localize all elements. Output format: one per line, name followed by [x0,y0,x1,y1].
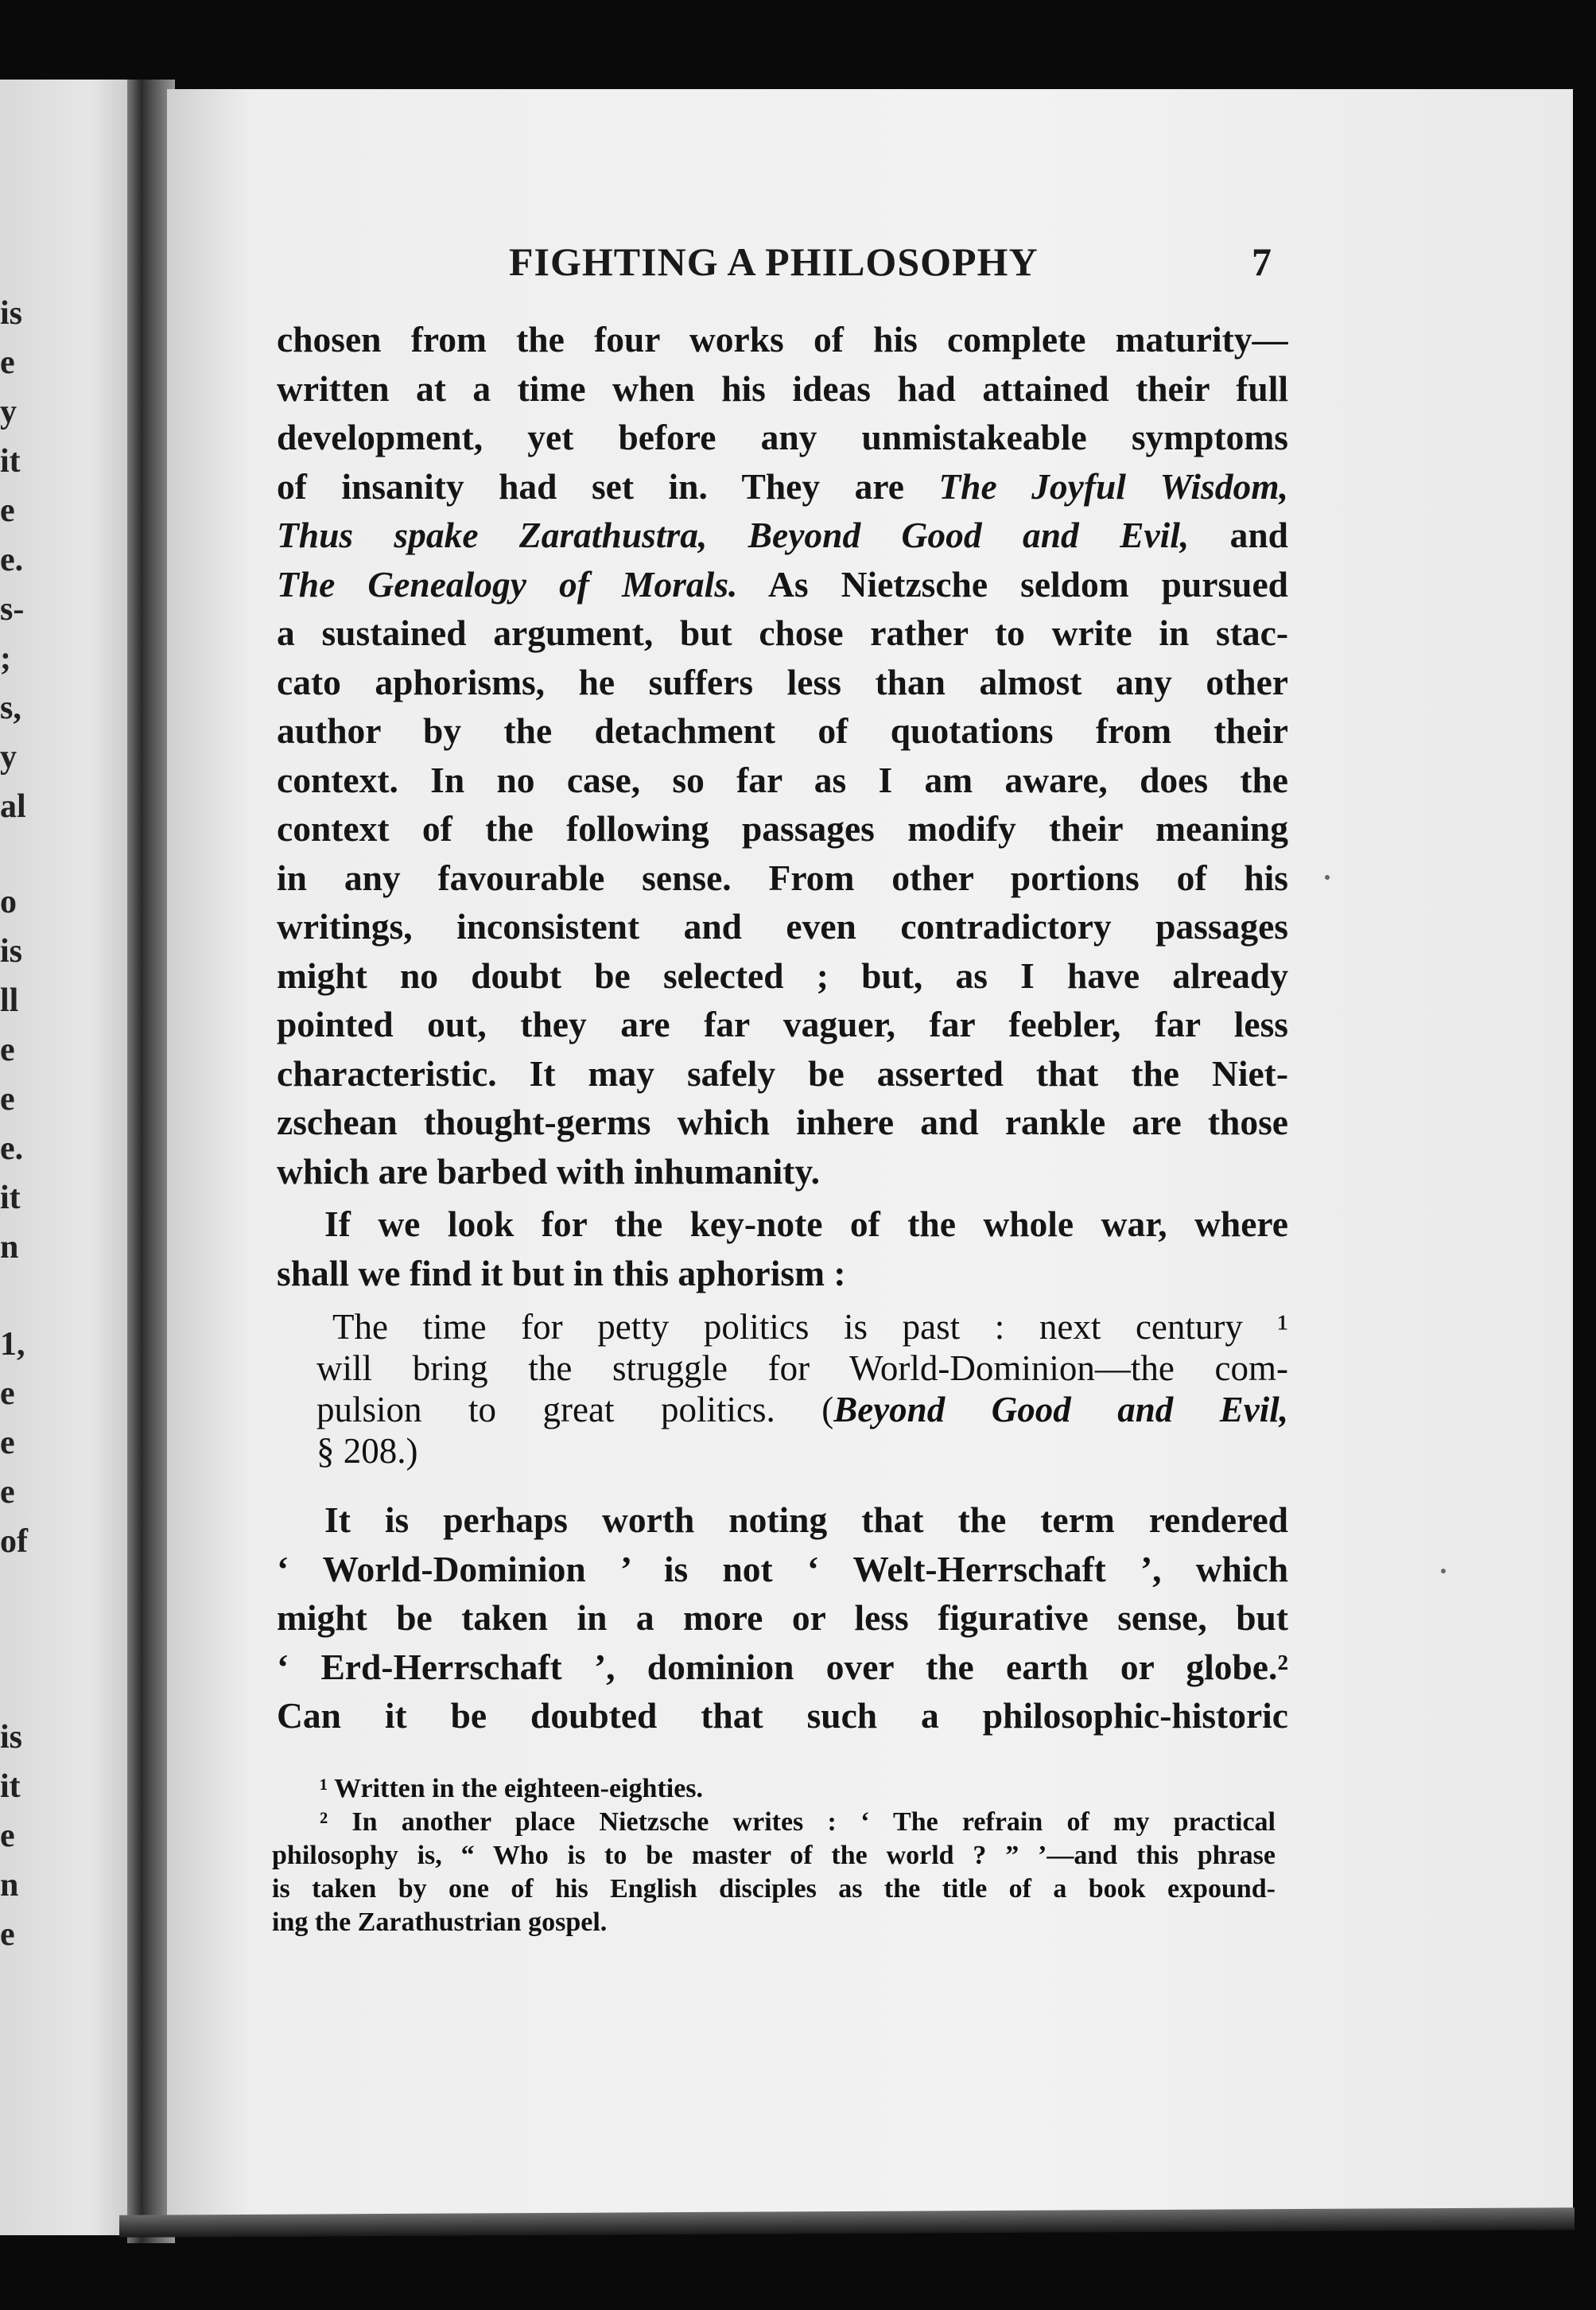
page-number: 7 [1252,239,1272,284]
paragraph-2 [277,1200,1288,1297]
text-line: writings, inconsistent and even contradictory passages [277,906,1288,947]
text-line [277,462,1288,511]
text-line: might be taken in a more or less figurative sense, but [277,1597,1288,1638]
text-line: zschean thought-germs which inhere and rankle are those [277,1102,1288,1142]
text-run: and [1189,515,1288,555]
prev-page-fragment: ; [0,640,11,677]
prev-page-fragment: e [0,1916,15,1953]
text-run: As Nietzsche seldom pursued [737,563,1288,605]
prev-page-fragment: e [0,492,15,529]
prev-page-fragment: it [0,443,21,480]
text-line: a sustained argument, but chose rather to write in stac- [277,612,1288,653]
prev-page-fragment: s- [0,591,25,628]
text-line: cato aphorisms, he suffers less than almost any other [277,661,1288,702]
text-line: pointed out, they are far vaguer, far feebler, far less [277,1004,1288,1044]
text-run: of insanity had set in. They are [277,465,939,507]
prev-page-fragment: it [0,1180,21,1216]
page-header [509,239,1272,286]
prev-page-fragment: e [0,1375,15,1412]
quote-line: will bring the struggle for World-Dominion—the com- [316,1348,1288,1388]
italic-title: Thus spake Zarathustra, [277,515,708,555]
text-line: If we look for the key-note of the whole war, where [324,1204,1288,1244]
prev-page-fragment: e [0,1032,15,1068]
prev-page-fragment: e [0,1081,15,1118]
quote-line: § 208.) [316,1431,418,1471]
footnote-line: philosophy is, “ Who is to be master of the world ? ” ’—and this phrase [272,1841,1276,1870]
text-line: ‘ World-Dominion ’ is not ‘ Welt-Herrschaft ’, which [277,1548,1288,1589]
prev-page-fragment: e. [0,542,24,578]
quote-line [316,1389,1288,1430]
footnote-line: ¹ Written in the eighteen-eighties. [320,1774,704,1803]
text-line: context of the following passages modify their meaning [277,808,1288,849]
prev-page-fragment: o [0,884,17,920]
prev-page-fragment: is [0,933,23,970]
prev-page-fragment: e [0,1474,15,1511]
text-line: written at a time when his ideas had attained their full [277,368,1288,409]
prev-page-fragment: al [0,788,26,825]
italic-title: Beyond Good and Evil, [748,515,1190,555]
text-line [277,511,1288,560]
text-run: pulsion to great politics. ( [316,1390,834,1429]
text-line: might no doubt be selected ; but, as I have already [277,955,1288,996]
prev-page-fragment: it [0,1768,21,1805]
quote-line: The time for petty politics is past : next century ¹ [332,1307,1288,1347]
prev-page-fragment: n [0,1229,19,1266]
prev-page-fragment: e [0,344,15,381]
text-line: characteristic. It may safely be asserted that the Niet- [277,1052,1288,1094]
text-line: It is perhaps worth noting that the term rendered [324,1499,1288,1540]
prev-page-fragment: ll [0,982,19,1019]
text-line: development, yet before any unmistakeable symptoms [277,417,1288,457]
prev-page-fragment: s, [0,690,21,726]
text-line [277,560,1288,609]
scan-speck [1325,875,1330,880]
paragraph-3 [277,1495,1288,1740]
prev-page-fragment: is [0,1719,23,1756]
prev-page-fragment: is [0,295,23,332]
prev-page-fragment: y [0,739,17,776]
prev-page-fragment: of [0,1523,28,1560]
text-line: author by the detachment of quotations from their [277,710,1288,751]
italic-title: The Joyful Wisdom, [938,465,1288,507]
text-line: context. In no case, so far as I am aware, does the [277,759,1288,800]
scan-speck [1441,1569,1446,1573]
prev-page-fragment: e [0,1425,15,1461]
prev-page-fragment: e. [0,1130,24,1167]
text-line: shall we find it but in this aphorism : [277,1252,846,1293]
block-quote [316,1306,1288,1472]
text-line: Can it be doubted that such a philosophic-historic [277,1695,1288,1736]
text-line: ‘ Erd-Herrschaft ’, dominion over the earth or globe.² [277,1646,1288,1687]
footnotes [272,1772,1276,1939]
paragraph-1 [277,315,1288,1196]
prev-page-fragment: e [0,1818,15,1854]
text-line: which are barbed with inhumanity. [277,1150,821,1192]
prev-page-fragment: 1, [0,1326,25,1363]
prev-page-fragment: n [0,1867,19,1904]
italic-title: Beyond Good and Evil, [833,1390,1288,1429]
text-line: in any favourable sense. From other portions of his [277,857,1288,898]
running-head: FIGHTING A PHILOSOPHY [509,239,1039,284]
footnote-line: ² In another place Nietzsche writes : ‘ The refrain of my practical [320,1807,1276,1837]
footnote-line: is taken by one of his English disciples as the title of a book expound- [272,1874,1276,1904]
footnote-line: ing the Zarathustrian gospel. [272,1908,608,1937]
italic-title: The Genealogy of Morals. [277,563,738,605]
text-line: chosen from the four works of his complete maturity— [277,319,1288,360]
prev-page-fragment: y [0,394,17,430]
